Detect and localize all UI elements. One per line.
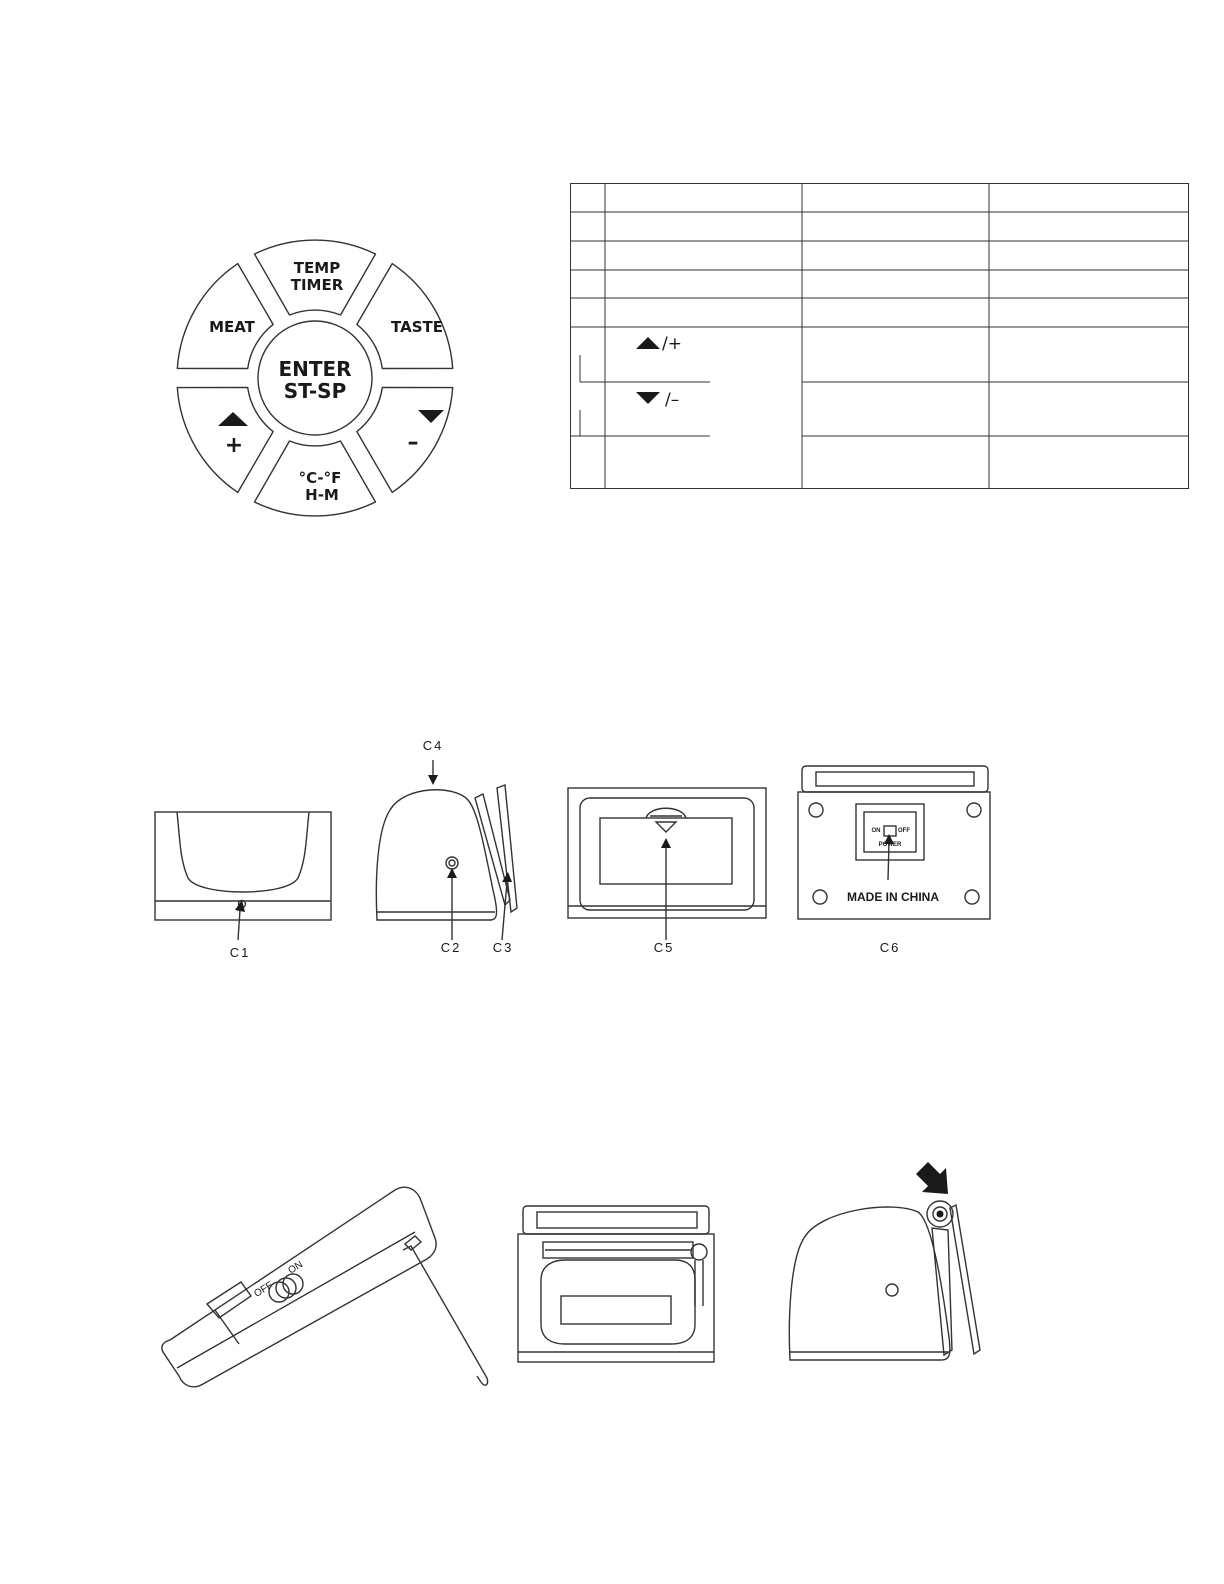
made-in-china-label: MADE IN CHINA xyxy=(847,890,939,904)
down-arrow-icon xyxy=(636,392,660,404)
callout-c5: C5 xyxy=(653,940,675,955)
power-off-label: OFF xyxy=(898,828,910,834)
front-view-diagram xyxy=(150,800,340,965)
meat-label: MEAT xyxy=(209,318,255,336)
unit-line1: °C-°F xyxy=(298,469,342,487)
keypad-diagram xyxy=(170,225,480,535)
minus-button[interactable] xyxy=(357,388,453,493)
callout-c6: C6 xyxy=(879,940,901,955)
bottom-panel-diagram xyxy=(790,760,1000,965)
up-arrow-icon xyxy=(636,337,660,349)
stand-view-diagram xyxy=(145,1180,500,1395)
enter-label: ENTER xyxy=(278,357,352,381)
temp-timer-line1: TEMP xyxy=(293,259,341,277)
power-on-label: ON xyxy=(871,828,881,834)
press-arrow-icon xyxy=(916,1162,948,1194)
unit-line2: H-M xyxy=(305,486,339,504)
callout-c4: C4 xyxy=(422,738,444,753)
taste-button[interactable] xyxy=(357,264,453,369)
stand-off-label: OFF xyxy=(252,1279,276,1300)
meat-button[interactable] xyxy=(177,264,273,369)
plus-label: + xyxy=(224,433,244,458)
power-label: POWER xyxy=(878,842,902,848)
callout-c2: C2 xyxy=(440,940,462,955)
temp-timer-line2: TIMER xyxy=(290,276,344,294)
side-clip-diagram xyxy=(780,1160,990,1375)
table-up-symbol: /+ xyxy=(662,334,682,354)
taste-label: TASTE xyxy=(391,318,443,336)
table-down-symbol: /– xyxy=(665,390,680,410)
callout-c3: C3 xyxy=(492,940,514,955)
stand-on-label: ON xyxy=(286,1259,305,1277)
key-function-table xyxy=(570,183,1190,490)
battery-cover-diagram xyxy=(560,780,780,965)
back-mount-diagram xyxy=(515,1200,720,1370)
callout-c1: C1 xyxy=(229,945,251,960)
st-sp-label: ST-SP xyxy=(283,379,347,403)
side-view-diagram xyxy=(365,730,545,965)
minus-label: – xyxy=(407,430,419,455)
